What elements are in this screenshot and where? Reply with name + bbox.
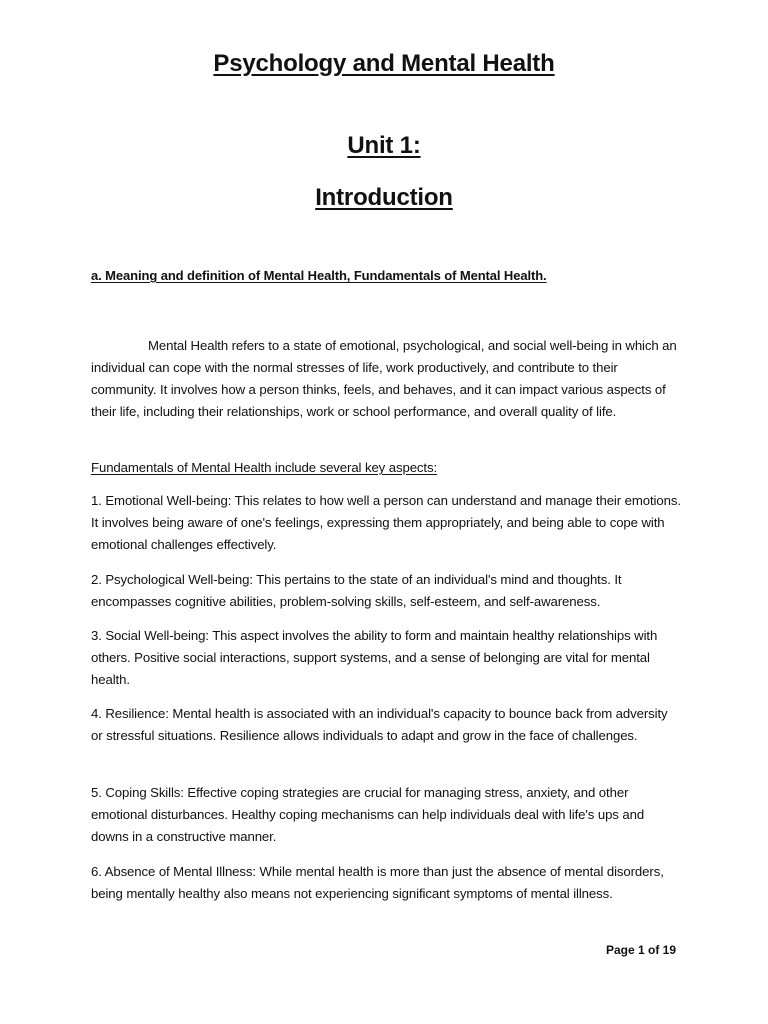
fundamental-item-coping: 5. Coping Skills: Effective coping strategies are crucial for managing stress, anxiety, and other emotional disturbances. Healthy coping mechanisms can help individuals deal with life's ups and downs in a constructive manner.	[91, 785, 645, 844]
fundamentals-heading: Fundamentals of Mental Health include several key aspects:	[91, 460, 438, 475]
section-title: Introduction	[315, 184, 453, 211]
document-title: Psychology and Mental Health	[213, 50, 555, 77]
intro-paragraph: Mental Health refers to a state of emotional, psychological, and social well-being in which an individual can cope with the normal stresses of life, work productively, and contribute to their community. It involves how a person thinks, feels, and behaves, and it can impact various aspects of their life, including their relationships, work or school performance, and overall quality of life.	[91, 338, 677, 419]
fundamental-item-emotional: 1. Emotional Well-being: This relates to how well a person can understand and manage their emotions. It involves being aware of one's feelings, expressing them appropriately, and being able to cope with emotional challenges effectively.	[91, 493, 681, 552]
fundamental-item-psychological: 2. Psychological Well-being: This pertains to the state of an individual's mind and thoughts. It encompasses cognitive abilities, problem-solving skills, self-esteem, and self-awareness.	[91, 572, 622, 609]
fundamental-item-social: 3. Social Well-being: This aspect involves the ability to form and maintain healthy relationships with others. Positive social interactions, support systems, and a sense of belonging are vital for mental health.	[91, 628, 658, 687]
fundamental-item-resilience: 4. Resilience: Mental health is associated with an individual's capacity to bounce back from adversity or stressful situations. Resilience allows individuals to adapt and grow in the face of challenges.	[91, 706, 668, 743]
page-number: Page 1 of 19	[606, 943, 677, 957]
unit-heading: Unit 1:	[347, 132, 421, 159]
fundamental-item-absence-of-illness: 6. Absence of Mental Illness: While mental health is more than just the absence of mental disorders, being mentally healthy also means not experiencing significant symptoms of mental illness.	[91, 864, 664, 901]
subsection-heading: a. Meaning and definition of Mental Health, Fundamentals of Mental Health.	[91, 268, 547, 283]
